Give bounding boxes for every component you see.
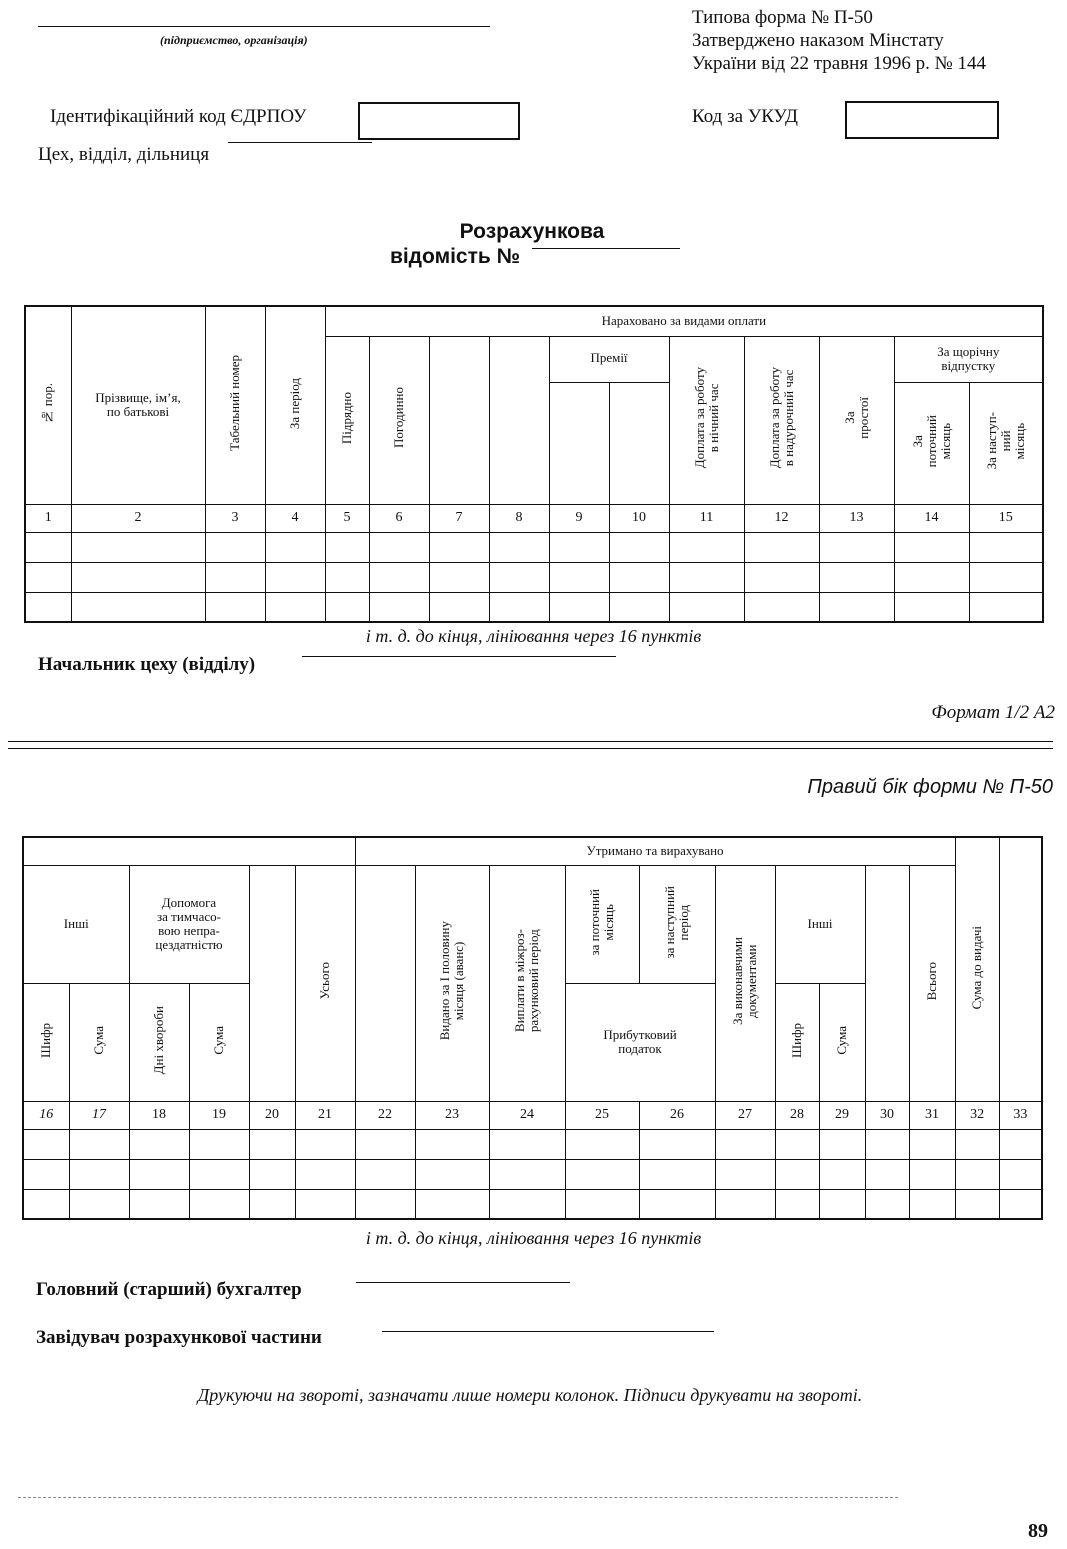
col-number-3: 3 [205,504,265,532]
organization-line [38,26,490,27]
bonus-group-header: Премії [549,336,669,382]
col-number-7: 7 [429,504,489,532]
department-line[interactable] [228,142,372,143]
col-number-25: 25 [565,1101,639,1129]
col-number-29: 29 [819,1101,865,1129]
col-number-24: 24 [489,1101,565,1129]
shop-chief-signature-line[interactable] [302,656,616,657]
table2-ruling-note: і т. д. до кінця, лініювання через 16 пунктів [365,1228,702,1248]
col-number-2: 2 [71,504,205,532]
edrpou-label: Ідентифікаційний код ЄДРПОУ [50,106,307,127]
col-number-30: 30 [865,1101,909,1129]
col-number-6: 6 [369,504,429,532]
col-blank-33-header [999,837,1042,1101]
chief-accountant-signature-line[interactable] [356,1282,570,1283]
page-number: 89 [1028,1520,1048,1542]
col-overtime-header: Доплата за роботу в надурочний час [744,336,819,504]
col-number-27: 27 [715,1101,775,1129]
calc-head-label: Завідувач розрахункової частини [36,1327,322,1348]
col-number-13: 13 [819,504,894,532]
accrued-group-header: Нараховано за видами оплати [325,306,1043,336]
table-row[interactable] [23,1189,1042,1219]
col-number-12: 12 [744,504,819,532]
form-line-1: Типова форма № П-50 [692,7,873,28]
table-row[interactable] [25,562,1043,592]
shop-chief-label: Начальник цеху (відділу) [38,654,256,675]
ukud-code-field[interactable] [845,101,999,139]
document-number-label: відомість № [389,245,521,268]
form-reference [692,6,986,75]
footer-print-note: Друкуючи на звороті, зазначати лише номери колонок. Підписи друкувати на звороті. [197,1385,863,1405]
col-number-10: 10 [609,504,669,532]
col-sum-header: Сума [69,983,129,1101]
col-number-4: 4 [265,504,325,532]
withheld-group-header: Утримано та вирахувано [355,837,955,865]
col-sick-days-header: Дні хвороби [129,983,189,1101]
col-vac-current-header: За поточний місяць [894,382,969,504]
col-blank-22-header [355,865,415,1101]
form-line-2: Затверджено наказом Мінстату [692,30,944,51]
col-number-21: 21 [295,1101,355,1129]
col-hourly-header: Погодинно [369,336,429,504]
col-number-31: 31 [909,1101,955,1129]
document-title: Розрахункова [459,220,605,243]
col-piece-header: Підрядно [325,336,369,504]
col-blank-7-header [429,336,489,504]
col-bonus-2-header [609,382,669,504]
col-exec-docs-header: За виконавчими документами [715,865,775,1101]
table-row[interactable] [25,592,1043,622]
col-bonus-1-header [549,382,609,504]
col-number-11: 11 [669,504,744,532]
col-cipher-header: Шифр [23,983,69,1101]
col-idle-header: За простої [819,336,894,504]
chief-accountant-label: Головний (старший) бухгалтер [36,1279,302,1300]
col-number-23: 23 [415,1101,489,1129]
col-payout-header: Сума до видачі [955,837,999,1101]
document-number-line[interactable] [532,248,680,249]
col-number-33: 33 [999,1101,1042,1129]
col-sum2-header: Сума [819,983,865,1101]
col-blank-8-header [489,336,549,504]
calc-head-signature-line[interactable] [382,1331,714,1332]
col-number-19: 19 [189,1101,249,1129]
table-row[interactable] [23,1159,1042,1189]
col-number-22: 22 [355,1101,415,1129]
organization-caption: (підприємство, організація) [160,33,308,47]
col-period-header: За період [265,306,325,504]
table1-ruling-note: і т. д. до кінця, лініювання через 16 пунктів [365,626,702,646]
edrpou-code-field[interactable] [358,102,520,140]
col-number-17: 17 [69,1101,129,1129]
col-number-16: 16 [23,1101,69,1129]
col-number-15: 15 [969,504,1043,532]
col-number-26: 26 [639,1101,715,1129]
col-number-14: 14 [894,504,969,532]
col-advance-header: Видано за І половину місяця (аванс) [415,865,489,1101]
col-number-20: 20 [249,1101,295,1129]
income-tax-group-header: Прибутковий податок [565,983,715,1101]
bottom-dotted-line [18,1497,898,1498]
right-side-label: Правий бік форми № П-50 [807,776,1053,798]
col-number-header: № пор. [25,306,71,504]
col-number-8: 8 [489,504,549,532]
col-all-header: Всього [909,865,955,1101]
separator-line-1 [8,741,1053,742]
col-next-period-header: за наступний період [639,865,715,983]
col-number-1: 1 [25,504,71,532]
col-interpay-header: Виплати в міжроз- рахунковий період [489,865,565,1101]
col-blank-30-header [865,865,909,1101]
col-number-9: 9 [549,504,609,532]
department-label: Цех, відділ, дільниця [38,144,210,165]
format-label: Формат 1/2 А2 [931,702,1055,723]
other-group-header: Інші [23,865,129,983]
col-name-header: Прізвище, ім’я, по батькові [71,306,205,504]
col-number-18: 18 [129,1101,189,1129]
ukud-label: Код за УКУД [692,106,799,127]
accruals-table [24,305,1044,623]
vacation-group-header: За щорічну відпустку [894,336,1043,382]
col-number-28: 28 [775,1101,819,1129]
blank-group-header [23,837,355,865]
separator-line-2 [8,748,1053,749]
col-night-header: Доплата за роботу в нічний час [669,336,744,504]
col-vac-next-header: За наступ- ний місяць [969,382,1043,504]
column-numbers-row [23,1101,1042,1129]
col-total-header: Усього [295,865,355,1101]
column-numbers-row [25,504,1043,532]
col-aid-sum-header: Сума [189,983,249,1101]
aid-group-header: Допомога за тимчасо- вою непра- цездатністю [129,865,249,983]
table-row[interactable] [25,532,1043,562]
col-cipher2-header: Шифр [775,983,819,1101]
table-row[interactable] [23,1129,1042,1159]
col-number-5: 5 [325,504,369,532]
form-line-3: України від 22 травня 1996 р. № 144 [692,53,986,74]
col-number-32: 32 [955,1101,999,1129]
other2-group-header: Інші [775,865,865,983]
deductions-table [22,836,1043,1220]
col-tab-number-header: Табельний номер [205,306,265,504]
col-current-month-header: за поточний місяць [565,865,639,983]
col-blank-20-header [249,865,295,1101]
